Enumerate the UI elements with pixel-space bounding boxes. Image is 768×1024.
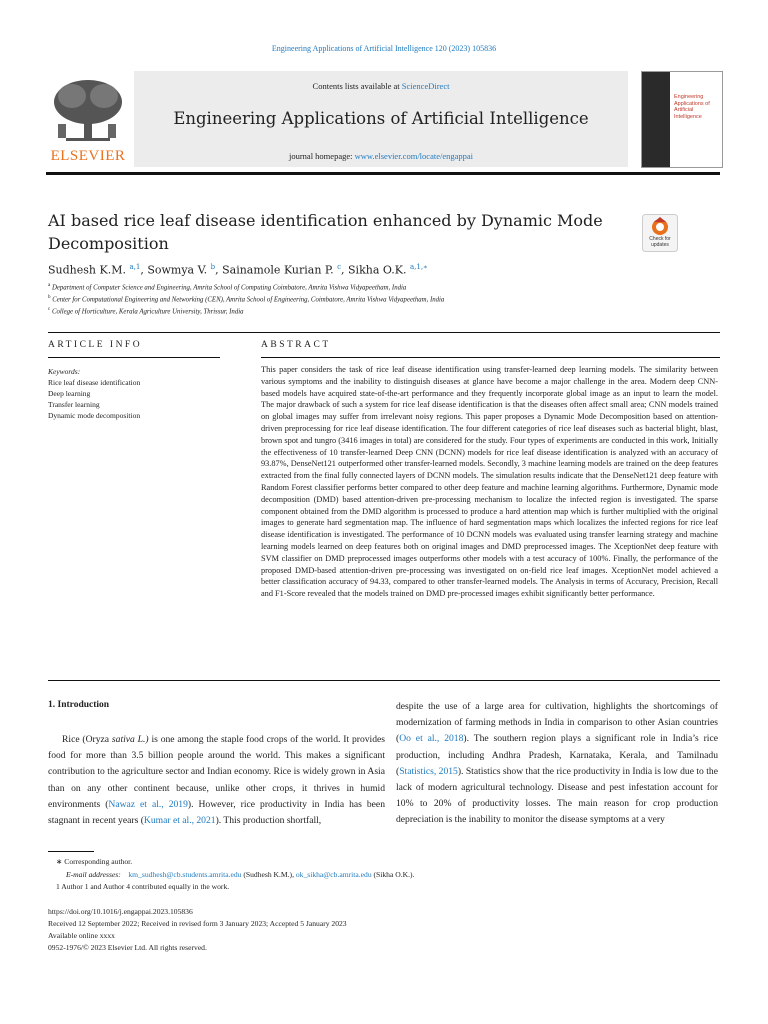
elsevier-wordmark: ELSEVIER (50, 148, 126, 164)
homepage-link[interactable]: www.elsevier.com/locate/engappai (354, 151, 474, 161)
affiliation (48, 307, 244, 315)
author-name: Sowmya V. (147, 263, 208, 277)
homepage-prefix: journal homepage: (288, 151, 355, 161)
email-owner: (Sudhesh K.M.), (241, 870, 296, 879)
intro-right-column (396, 699, 718, 829)
intro-left-column (48, 732, 385, 829)
footnote-rule (48, 851, 94, 852)
badge-line2: updates (651, 242, 669, 248)
abstract-text: This paper considers the task of rice leaf disease identification using transfer-learned deep learning models. The similarity between various symptoms and the inability to distinguish diseases at glance have become a major challenge in the area. Modern deep CNN-based models have acquired state-of-the-art performance and they frequently incorporate global image as an input to learn the model. The major drawback of such a system for rice leaf disease identification is that the diseases often affect small area; CNN models trained on global images may suffer from irrelevant noisy regions. This paper proposes a Dynamic Mode Decomposition based on attention-driven preprocessing for rice leaf disease identification. The four different categories of rice leaf diseases such as bacterial blight, blast, brown spot and tungro (3416 images in total) are considered for the study. Four types of experiments are conducted in this work, Initially the effectiveness of 10 transfer-learned Deep CNN (DCNN) models for rice leaf disease identification is analyzed with an accuracy of 93.87%, DenseNet121 outperformed other transfer-learned models. Secondly, 3 machine learning models are trained on the deep features extracted from the final fully connected layers of DCNN models. The simulation results indicate that the DenseNet121 deep feature with Random Forest classifier performs better compared to other deep feature and machine learning algorithms. Furthermore, Dynamic mode decomposition (DMD) based attention-driven pre-processing mechanism to localize the infected region is investigated. The sparse component obtained from the DMD algorithm is processed to produce a hard attention map which is further multiplied with the original images to generate hard segmentation map. The influence of hard segmentation maps which localizes the infected regions for rice leaf disease identification is investigated. The performance of 10 DCNN models was evaluated using transfer learning strategy and machine learning models learned on deep features both on original images and DMD preprocessed images. The XceptionNet deep feature with SVM classifier on DMD preprocessed images outperforms other models with a test accuracy of 100%. Finally, the performance of the proposed DMD-based attention-driven pre-processing was investigated on on-field rice leaf images. XceptionNet model achieved a better classification accuracy of 94.33, compared to other transfer-learned models. The Analysis in terms of Accuracy, Precision, Recall and F1-Score revealed that the models trained on DMD pre-processed images exhibit significantly better performance. (261, 365, 718, 599)
article-info-rule (48, 357, 220, 358)
cover-title: Engineering Applications of Artificial Intelligence (674, 94, 710, 120)
cover-spine (642, 72, 670, 167)
citation-link[interactable]: Nawaz et al., 2019 (108, 798, 188, 810)
equal-contribution-note: 1 Author 1 and Author 4 contributed equally in the work. (56, 882, 230, 891)
affiliation-mark: c (48, 307, 51, 312)
affiliation-text: College of Horticulture, Kerala Agriculture University, Thrissur, India (51, 308, 244, 316)
author-name: Sainamole Kurian P. (222, 263, 334, 277)
journal-reference[interactable]: Engineering Applications of Artificial Intelligence 120 (2023) 105836 (271, 44, 497, 53)
journal-homepage (134, 151, 628, 161)
intro-text: ). However, rice productivity in India has been stagnant in recent years ( (48, 798, 385, 827)
author-affiliation-mark[interactable]: c (337, 263, 342, 271)
citation-link[interactable]: Kumar et al., 2021 (143, 815, 216, 827)
introduction-heading: 1. Introduction (48, 700, 110, 710)
citation-link[interactable]: Oo et al., 2018 (399, 733, 464, 745)
affiliation-text: Department of Computer Science and Engineering, Amrita School of Computing Coimbatore, Amrita Vishwa Vidyapeetham, India (51, 284, 407, 292)
keyword-item: Transfer learning (48, 400, 100, 409)
intro-text: ). Statistics show that the rice productivity in India is low due to the lack of modern agricultural technology. Disease and pest infestation account for 10% to 20% of productivity losses. The main reason for crop production depreciation is the inability to monitor the disease symptoms at a very (396, 765, 718, 826)
contents-prefix: Contents lists available at (312, 81, 402, 91)
affiliation (48, 283, 406, 291)
abstract-bottom-rule (48, 680, 720, 681)
intro-text: ). This production shortfall, (215, 815, 322, 827)
badge-line1: Check for (649, 236, 671, 242)
keyword-item: Deep learning (48, 389, 91, 398)
intro-text: despite the use of a large area for cultivation, highlights the shortcomings of modernization of farming methods in India in comparison to other Asian countries ( (396, 701, 718, 745)
email-link[interactable]: ok_sikha@cb.amrita.edu (295, 870, 372, 879)
header-rule (46, 172, 720, 175)
contents-line (134, 81, 628, 91)
section-rule (48, 332, 720, 333)
available-online: Available online xxxx (48, 931, 115, 940)
affiliation-text: Center for Computational Engineering and Networking (CEN), Amrita School of Engineering, Coimbatore, Amrita Vishwa Vidyapeetham, India (52, 296, 445, 304)
author-name: Sudhesh K.M. (48, 263, 126, 277)
doi-link[interactable]: https://doi.org/10.1016/j.engappai.2023.105836 (48, 907, 193, 916)
citation-link[interactable]: Statistics, 2015 (399, 765, 458, 777)
sciencedirect-link[interactable]: ScienceDirect (401, 81, 450, 91)
keywords-label: Keywords: (48, 367, 81, 376)
intro-text: sativa L.) (111, 734, 149, 745)
copyright: 0952-1976/© 2023 Elsevier Ltd. All rights reserved. (48, 943, 207, 952)
journal-cover-thumbnail[interactable] (641, 71, 723, 168)
intro-text: is one among the staple food crops of the world. It provides food for more than 3.5 billion people around the world. This makes a significant contribution to the agriculture sector and Indian economy. Rice is widely grown in Asia than on any other continent because, unlike other crops, it thrives in humid environments ( (48, 734, 386, 810)
keyword-item: Rice leaf disease identification (48, 378, 141, 387)
email-owner: (Sikha O.K.). (371, 870, 415, 879)
author-name: Sikha O.K. (348, 263, 407, 277)
affiliation-mark: b (48, 295, 51, 300)
abstract-heading: ABSTRACT (261, 340, 331, 350)
elsevier-logo (46, 74, 130, 166)
paper-title: AI based rice leaf disease identification enhanced by Dynamic Mode Decomposition (48, 211, 603, 253)
email-link[interactable]: km_sudhesh@cb.students.amrita.edu (128, 870, 242, 879)
article-info-heading: ARTICLE INFO (48, 340, 143, 350)
author-list: Sudhesh K.M. $^{a,1}$, Sowmya V. $^b$, Sainamole Kurian P. $^c$, Sikha O.K. $^{a,1,∗}$ (48, 263, 428, 277)
author-affiliation-mark[interactable]: a,1 (129, 263, 141, 271)
corresponding-author-note: ∗ Corresponding author. (56, 857, 133, 866)
received-dates: Received 12 September 2022; Received in revised form 3 January 2023; Accepted 5 January 2023 (48, 919, 347, 928)
affiliation (48, 295, 444, 303)
check-for-updates-badge[interactable] (642, 214, 678, 252)
journal-title: Engineering Applications of Artificial Intelligence (173, 109, 589, 128)
intro-text: ). The southern region plays a significant role in India’s rice production, including Andhra Pradesh, Karnataka, Kerala, and Tamilnadu ( (396, 733, 718, 777)
keyword-item: Dynamic mode decomposition (48, 411, 141, 420)
affiliation-mark: a (48, 283, 51, 288)
email-label: E-mail addresses: (66, 870, 121, 879)
abstract-rule (261, 357, 720, 358)
email-addresses (66, 870, 414, 879)
intro-text: Rice (Oryza (62, 734, 112, 745)
author-affiliation-mark[interactable]: a,1,∗ (409, 263, 428, 271)
author-affiliation-mark[interactable]: b (210, 263, 216, 271)
